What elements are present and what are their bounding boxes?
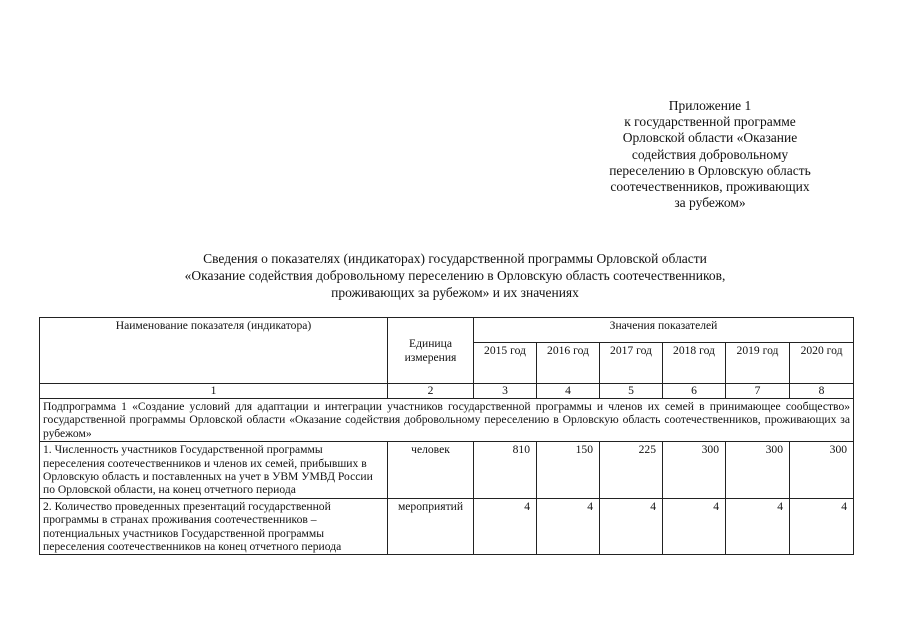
header-year: 2019 год: [726, 343, 790, 384]
column-numbers-row: [40, 384, 854, 399]
indicators-table: [39, 317, 854, 555]
column-number: 2: [388, 384, 474, 399]
indicator-value: 300: [726, 442, 790, 499]
table-row: [40, 442, 854, 499]
indicator-value: 4: [600, 498, 663, 555]
header-unit: Единица измерения: [388, 318, 474, 384]
appendix-line: содействия добровольному: [631, 146, 789, 162]
column-number: 6: [663, 384, 726, 399]
indicator-unit: человек: [388, 442, 474, 499]
indicator-name: 1. Численность участников Государственной программы переселения соотечественников и членов их семей, прибывших в Орловскую область и поставленных на учет в УВМ УМВД России по Орловской области, на конец отчетного периода: [40, 442, 388, 499]
indicator-value: 300: [663, 442, 726, 499]
column-number: 5: [600, 384, 663, 399]
column-number: 8: [790, 384, 854, 399]
header-year: 2016 год: [537, 343, 600, 384]
indicator-value: 300: [790, 442, 854, 499]
indicator-value: 810: [474, 442, 537, 499]
indicator-value: 150: [537, 442, 600, 499]
column-number: 4: [537, 384, 600, 399]
header-year: 2015 год: [474, 343, 537, 384]
column-number: 3: [474, 384, 537, 399]
title-line: проживающих за рубежом» и их значениях: [331, 285, 579, 300]
appendix-line: к государственной программе: [624, 114, 796, 130]
subprogram-row: [40, 399, 854, 442]
appendix-line: переселению в Орловскую область: [609, 162, 811, 178]
table-row: [40, 498, 854, 555]
indicator-name: 2. Количество проведенных презентаций государственной программы в странах проживания соотечественников – потенциальных участников Государственной программы переселения соотечественников на конец отчетного периода: [40, 498, 388, 555]
appendix-line: Орловской области «Оказание: [622, 130, 798, 146]
indicator-value: 4: [726, 498, 790, 555]
title-line: «Оказание содействия добровольному переселению в Орловскую область соотечественников,: [184, 268, 726, 283]
header-name: Наименование показателя (индикатора): [40, 318, 388, 384]
appendix-note: [585, 98, 835, 211]
indicator-unit: мероприятий: [388, 498, 474, 555]
indicator-value: 225: [600, 442, 663, 499]
indicator-value: 4: [537, 498, 600, 555]
header-year: 2017 год: [600, 343, 663, 384]
title-line: Сведения о показателях (индикаторах) государственной программы Орловской области: [203, 251, 707, 266]
header-values-group: Значения показателей: [474, 318, 854, 343]
header-year: 2020 год: [790, 343, 854, 384]
document-title: [100, 250, 810, 301]
subprogram-title: Подпрограмма 1 «Создание условий для адаптации и интеграции участников государственной программы и членов их семей в принимающее сообщество» государственной программы Орловской области «Оказание содействия добровольному переселению в Орловскую область соотечественников, проживающих за рубежом»: [40, 399, 854, 442]
appendix-line: за рубежом»: [674, 195, 746, 211]
header-year: 2018 год: [663, 343, 726, 384]
indicator-value: 4: [474, 498, 537, 555]
header-row: [40, 318, 854, 343]
appendix-line: Приложение 1: [668, 98, 752, 113]
appendix-line: соотечественников, проживающих: [610, 179, 810, 195]
column-number: 1: [40, 384, 388, 399]
indicator-value: 4: [663, 498, 726, 555]
indicator-value: 4: [790, 498, 854, 555]
column-number: 7: [726, 384, 790, 399]
